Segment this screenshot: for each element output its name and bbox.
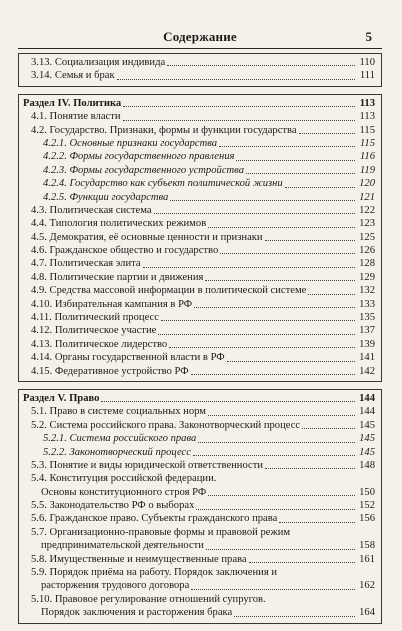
toc-section-4 (18, 94, 382, 382)
toc-entry[interactable]: 5.5. Законодательство РФ о выборах 152 (31, 500, 375, 512)
toc-entry[interactable]: 4.11. Политический процесс 135 (31, 312, 375, 324)
toc-entry-continuation[interactable]: предпринимательской деятельности 158 (41, 540, 375, 552)
toc-entry[interactable]: 3.13. Социализация индивида 110 (31, 56, 375, 68)
toc-entry[interactable]: 4.5. Демократия, её основные ценности и признаки 125 (31, 231, 375, 243)
toc-section-heading[interactable]: Раздел V. Право 144 (23, 392, 375, 404)
toc-entry-continuation[interactable]: Основы конституционного строя РФ 150 (41, 486, 375, 498)
toc-entry-continuation[interactable]: Порядок заключения и расторжения брака 164 (41, 607, 375, 619)
toc-entry[interactable]: 4.1. Понятие власти 113 (31, 111, 375, 123)
toc-entry[interactable]: 5.8. Имущественные и неимущественные права 161 (31, 553, 375, 565)
toc-entry[interactable]: 5.1. Право в системе социальных норм 144 (31, 406, 375, 418)
toc-subentry[interactable]: 4.2.3. Формы государственного устройства 119 (43, 164, 375, 176)
page-number: 5 (365, 29, 372, 44)
toc-entry[interactable]: 4.13. Политическое лидерство 139 (31, 338, 375, 350)
toc-entry[interactable]: 4.8. Политические партии и движения 129 (31, 271, 375, 283)
toc-section-3-end (18, 53, 382, 87)
toc-entry[interactable]: 5.2. Система российского права. Законотворческий процесс 145 (31, 419, 375, 431)
toc-subentry[interactable]: 4.2.5. Функции государства 121 (43, 191, 375, 203)
toc-entry-first-line[interactable]: 5.10. Правовое регулирование отношений супругов. (31, 593, 266, 605)
toc-subentry[interactable]: 4.2.4. Государство как субъект политической жизни 120 (43, 178, 375, 190)
toc-entry[interactable]: 4.12. Политическое участие 137 (31, 325, 375, 337)
toc-entry-first-line[interactable]: 5.7. Организационно-правовые формы и правовой режим (31, 526, 291, 538)
toc-entry[interactable]: 4.10. Избирательная кампания в РФ 133 (31, 298, 375, 310)
toc-entry-first-line[interactable]: 5.4. Конституция российской федерации. (31, 473, 217, 485)
toc-entry[interactable]: 4.14. Органы государственной власти в РФ 141 (31, 352, 375, 364)
table-of-contents (18, 53, 382, 631)
page-title: Содержание (163, 29, 237, 44)
toc-entry[interactable]: 4.7. Политическая элита 128 (31, 258, 375, 270)
toc-entry-continuation[interactable]: расторжения трудового договора 162 (41, 580, 375, 592)
toc-entry[interactable]: 4.2. Государство. Признаки, формы и функции государства 115 (31, 124, 375, 136)
toc-entry[interactable]: 4.15. Федеративное устройство РФ 142 (31, 365, 375, 377)
toc-subentry[interactable]: 4.2.1. Основные признаки государства 115 (43, 137, 375, 149)
toc-entry[interactable]: 5.3. Понятие и виды юридической ответственности 148 (31, 459, 375, 471)
toc-entry[interactable]: 3.14. Семья и брак 111 (31, 70, 375, 82)
toc-subentry[interactable]: 5.2.2. Законотворческий процесс 145 (43, 446, 375, 458)
page-header (18, 26, 382, 49)
toc-entry[interactable]: 4.9. Средства массовой информации в политической системе 132 (31, 285, 375, 297)
toc-entry-first-line[interactable]: 5.9. Порядок приёма на работу. Порядок заключения и (31, 567, 278, 579)
toc-entry[interactable]: 4.6. Гражданское общество и государство 126 (31, 245, 375, 257)
toc-section-heading[interactable]: Раздел IV. Политика 113 (23, 97, 375, 109)
toc-entry[interactable]: 4.3. Политическая система 122 (31, 204, 375, 216)
toc-subentry[interactable]: 4.2.2. Формы государственного правления 116 (43, 151, 375, 163)
toc-subentry[interactable]: 5.2.1. Система российского права 145 (43, 433, 375, 445)
toc-entry[interactable]: 5.6. Гражданское право. Субъекты гражданского права 156 (31, 513, 375, 525)
toc-entry[interactable]: 4.4. Типология политических режимов 123 (31, 218, 375, 230)
toc-section-5 (18, 389, 382, 624)
